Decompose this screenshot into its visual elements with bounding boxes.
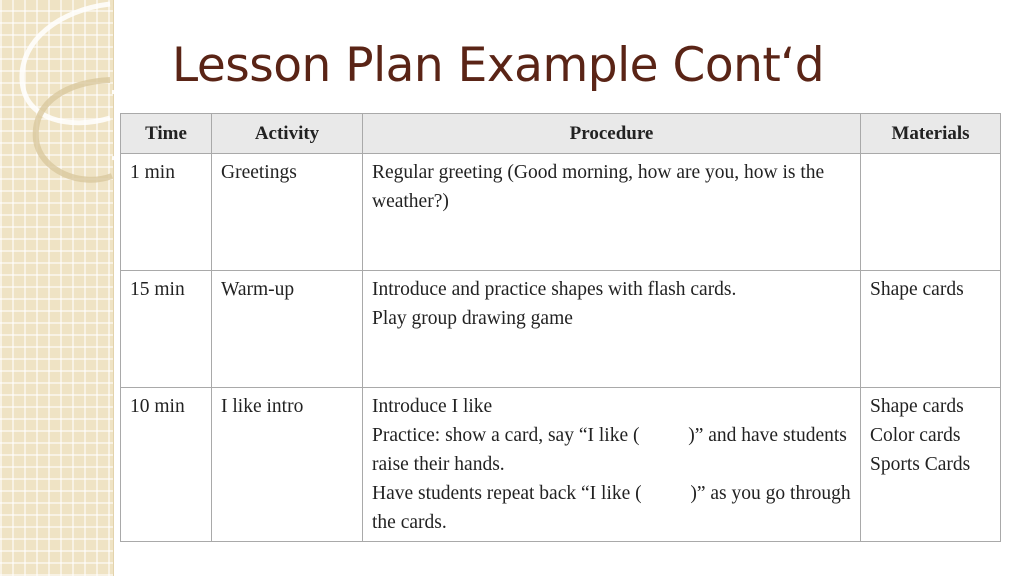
material-item: Shape cards <box>870 279 964 300</box>
procedure-line: Introduce I like <box>372 396 493 417</box>
table-row <box>121 154 1001 271</box>
activity-cell: I like intro <box>212 388 363 542</box>
time-cell: 1 min <box>121 154 212 271</box>
table-row <box>121 388 1001 542</box>
table-row <box>121 271 1001 388</box>
table-header-row <box>121 114 1001 154</box>
material-item: Color cards <box>870 425 961 446</box>
header-procedure: Procedure <box>363 114 861 154</box>
procedure-line: Play group drawing game <box>372 308 573 329</box>
slide-title: Lesson Plan Example Cont‘d <box>172 38 825 93</box>
header-time: Time <box>121 114 212 154</box>
material-item: Shape cards <box>870 396 964 417</box>
header-activity: Activity <box>212 114 363 154</box>
lesson-plan-table <box>120 113 1001 542</box>
materials-cell <box>861 271 1001 388</box>
procedure-cell <box>363 154 861 271</box>
procedure-line: Introduce and practice shapes with flash cards. <box>372 279 737 300</box>
procedure-line: Practice: show a card, say “I like ( )” and have students raise their hands. <box>372 425 852 475</box>
time-cell: 15 min <box>121 271 212 388</box>
materials-cell <box>861 388 1001 542</box>
materials-cell <box>861 154 1001 271</box>
procedure-cell <box>363 388 861 542</box>
procedure-cell <box>363 271 861 388</box>
material-item: Sports Cards <box>870 454 971 475</box>
activity-cell: Warm-up <box>212 271 363 388</box>
header-materials: Materials <box>861 114 1001 154</box>
time-cell: 10 min <box>121 388 212 542</box>
procedure-line: Regular greeting (Good morning, how are you, how is the weather?) <box>372 162 825 212</box>
activity-cell: Greetings <box>212 154 363 271</box>
procedure-line: Have students repeat back “I like ( )” as you go through the cards. <box>372 483 856 533</box>
